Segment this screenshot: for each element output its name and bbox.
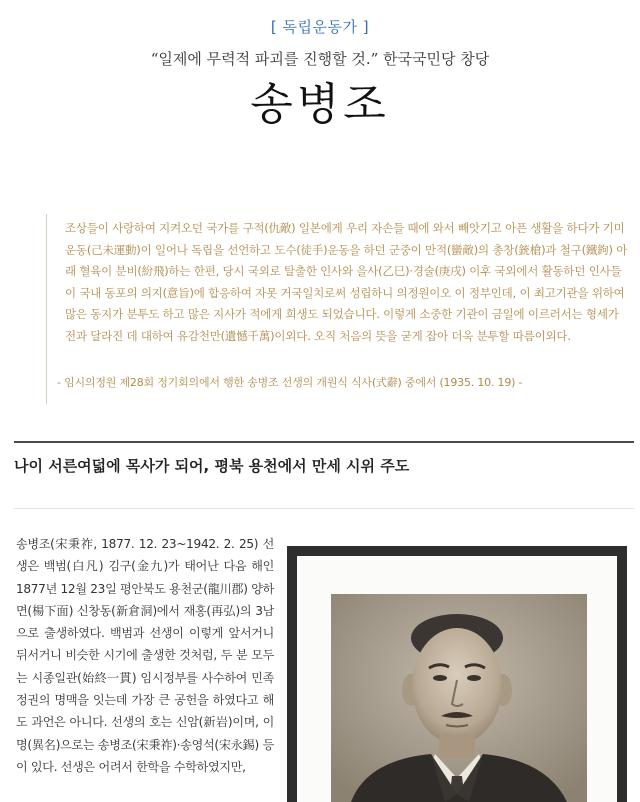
- category-label: [ 독립운동가 ]: [270, 18, 370, 36]
- quote-source: - 임시의정원 제28회 정기회의에서 행한 송병조 선생의 개원식 식사(式辭) 중에서 (1935. 10. 19) -: [57, 376, 523, 389]
- section-divider: [14, 441, 634, 443]
- section-heading: 나이 서른여덟에 목사가 되어, 평북 용천에서 만세 시위 주도: [14, 457, 410, 475]
- portrait-photo: [331, 594, 587, 802]
- photo-mat: [297, 556, 617, 802]
- page-title: 송병조: [250, 79, 390, 130]
- photo-frame: [287, 546, 627, 802]
- portrait-illustration: [331, 594, 587, 802]
- quote-text: 조상들이 사랑하여 지켜오던 국가를 구적(仇敵) 일본에게 우리 자손들 때에 와서 빼앗기고 아픈 생활을 하다가 기미운동(己未運動)이 일어나 독립을 선언하고 도수(徒手)운동을 하던 군중이 만적(蠻敵)의 총창(銃槍)과 철구(鐵鉤) 아래 혈육이 분비(紛飛)하는 한편, 당시 국외로 탈출한 인사와 을사(乙巳)·경술(庚戌) 이후 국외에서 활동하던 인사들이 국내 동포의 의지(意旨)에 합응하여 자못 거국일치로써 성립하니 의정원이오 이 정부인데, 이 최고기관을 위하여 많은 동지가 분투도 하고 많은 지사가 적에게 희생도 되었습니다. 이렇게 소중한 기관이 금일에 이르러서는 형세가 전과 달라진 데 대하여 유감천만(遺憾千萬)이외다. 오직 처음의 뜻을 굳게 잡아 더욱 분투할 따름이외다.: [65, 221, 628, 343]
- section-divider-thin: [14, 508, 634, 509]
- quote-block: [46, 214, 633, 404]
- page-subtitle: “일제에 무력적 파괴를 진행할 것.” 한국국민당 창당: [150, 50, 490, 68]
- body-paragraph: 송병조(宋秉祚, 1877. 12. 23~1942. 2. 25) 선생은 백범(白凡) 김구(金九)가 태어난 다음 해인 1877년 12월 23일 평안북도 용천군(龍川郡) 양하면(楊下面) 신창동(新倉洞)에서 재홍(再弘)의 3남으로 출생하였다. 백범과 선생이 이렇게 앞서거니 뒤서거니 비슷한 시기에 출생한 것처럼, 두 분 모두는 시종일관(始終一貫) 임시정부를 사수하여 민족정권의 명맥을 잇는데 가장 큰 공헌을 하였다고 해도 과언은 아니다. 선생의 호는 신암(新岩)이며, 이명(異名)으로는 송병조(宋秉祚)·송영석(宋永錫) 등이 있다. 선생은 어려서 한학을 수학하였지만,: [16, 537, 274, 774]
